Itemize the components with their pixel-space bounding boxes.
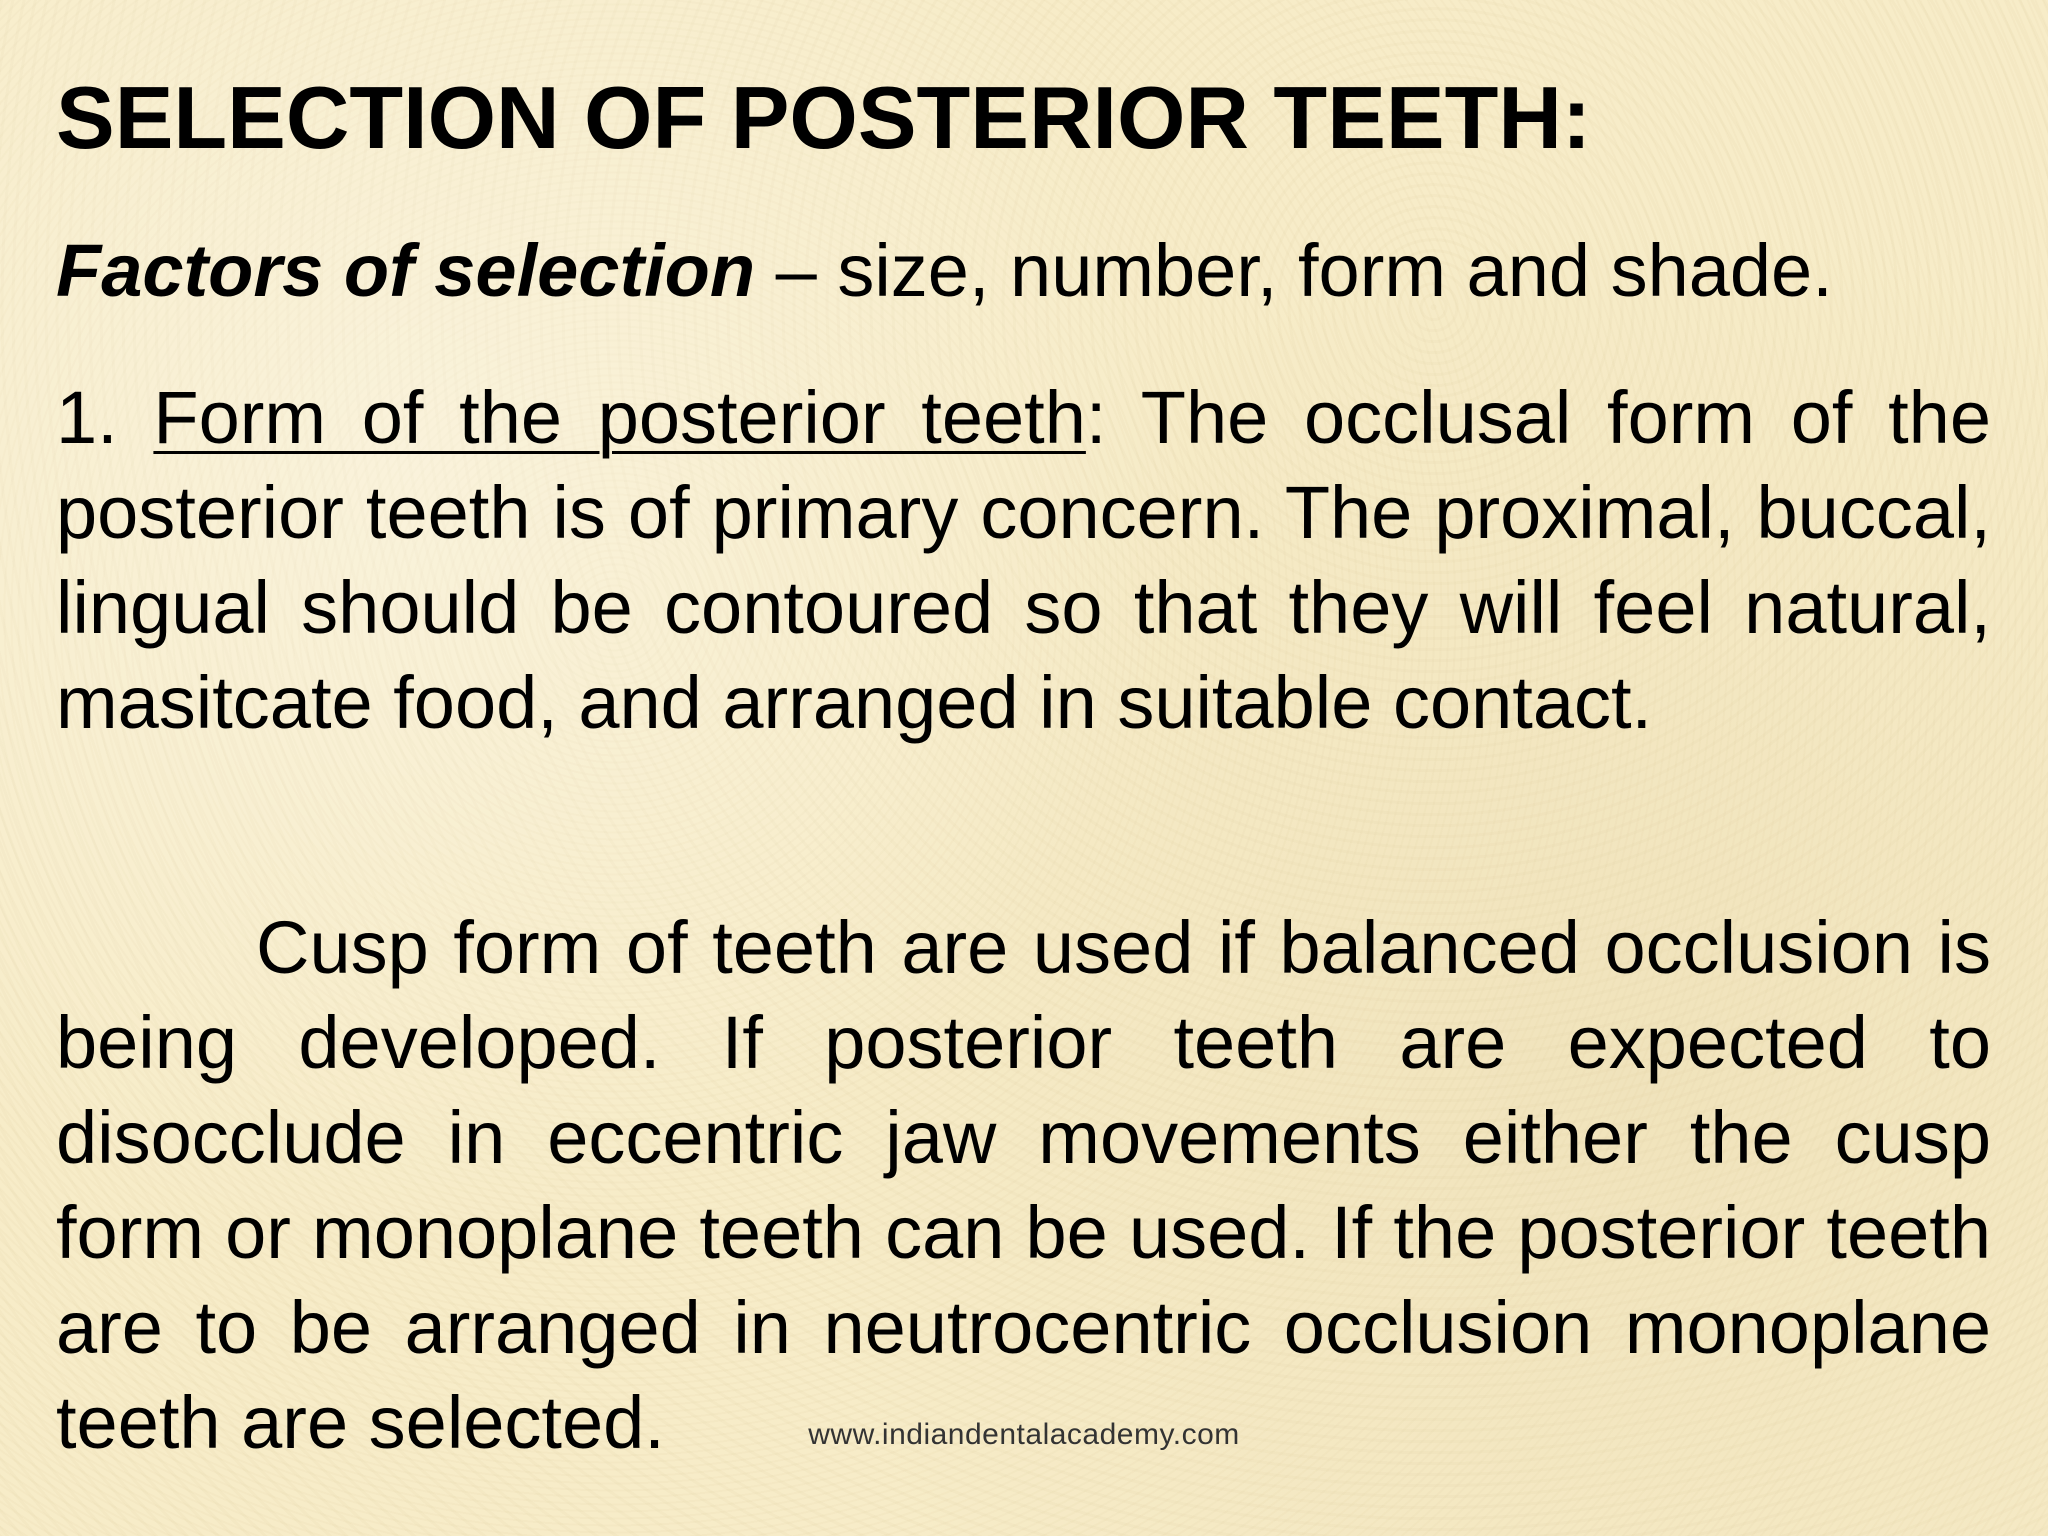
point-1-number: 1. (56, 376, 154, 459)
factors-label: Factors of selection (56, 229, 756, 312)
point-1-paragraph (56, 370, 1991, 750)
watermark: www.indiandentalacademy.com (808, 1418, 1240, 1451)
factors-line (56, 230, 1833, 311)
slide-title: SELECTION OF POSTERIOR TEETH: (56, 68, 1592, 167)
factors-text: – size, number, form and shade. (755, 229, 1833, 312)
point-1-body: The occlusal form of the posterior teeth is of primary concern. The proximal, buccal, lingual should be contoured so that they will feel natural, masitcate food, and arranged in suitable contact. (56, 376, 1991, 744)
cusp-form-text: Cusp form of teeth are used if balanced occlusion is being developed. If posterior teeth are expected to disocclude in eccentric jaw movements either the cusp form or monoplane teeth can be used. If the posterior teeth are to be arranged in neutrocentric occlusion monoplane teeth are selected. (56, 906, 1991, 1464)
point-1-colon: : (1085, 376, 1141, 459)
point-1-heading: Form of the posterior teeth (153, 376, 1086, 459)
cusp-form-paragraph (56, 900, 1991, 1470)
